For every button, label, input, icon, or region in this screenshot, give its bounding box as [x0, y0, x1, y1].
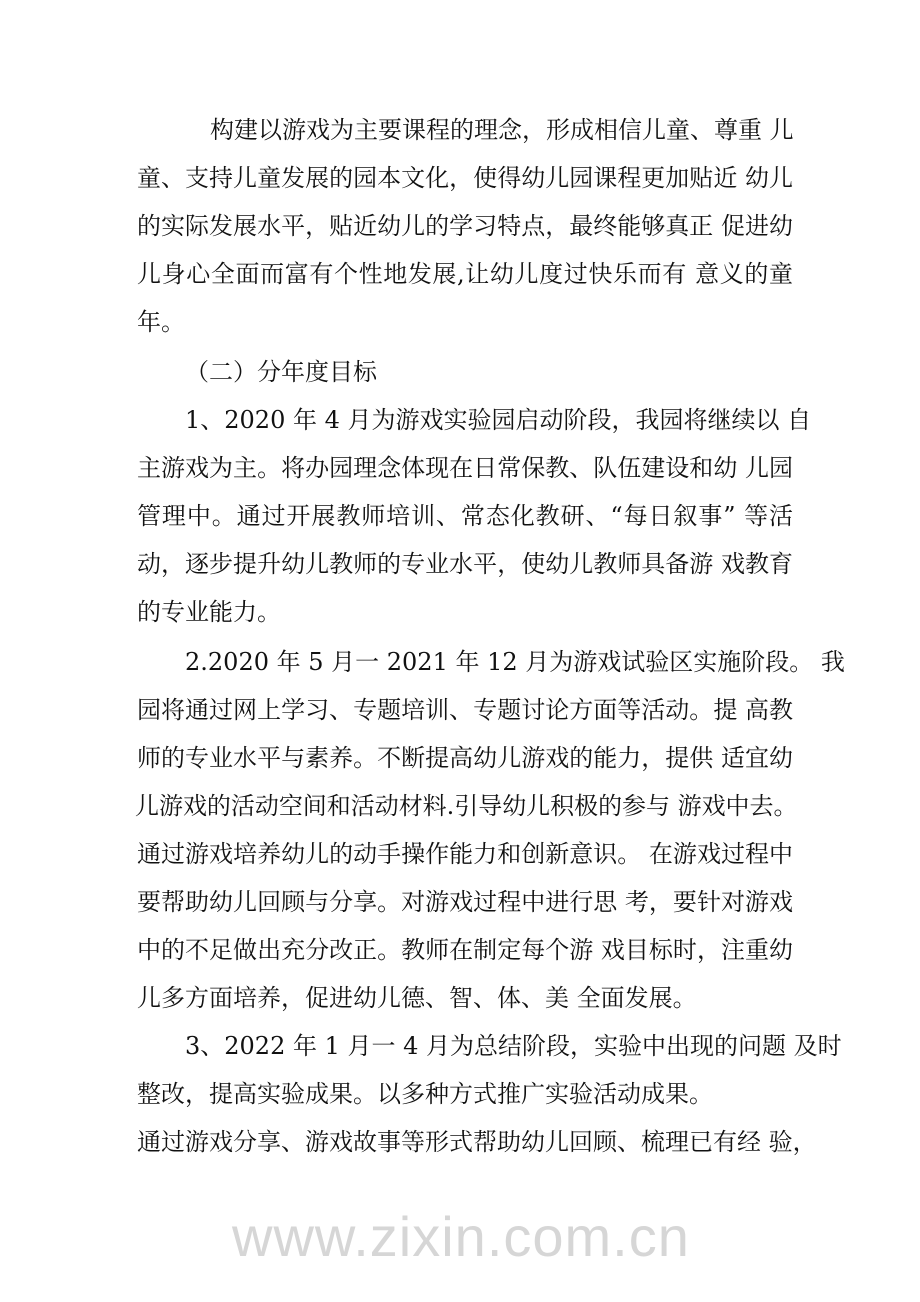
text-line: 童、支持儿童发展的园本文化，使得幼儿园课程更加贴近 幼儿: [137, 164, 793, 192]
text-line: 2.2020 年 5 月一 2021 年 12 月为游戏试验区实施阶段。 我: [185, 648, 845, 676]
text-line: 主游戏为主。将办园理念体现在日常保教、队伍建设和幼 儿园: [137, 454, 793, 482]
text-line: 通过游戏分享、游戏故事等形式帮助幼儿回顾、梳理已有经 验，: [137, 1128, 817, 1156]
text-line: 中的不足做出充分改正。教师在制定每个游 戏目标时，注重幼: [137, 936, 793, 964]
text-line: 儿游戏的活动空间和活动材料.引导幼儿积极的参与 游戏中去。: [135, 792, 797, 820]
text-line: 动，逐步提升幼儿教师的专业水平，使幼儿教师具备游 戏教育: [137, 550, 793, 578]
section-heading: （二）分年度目标: [185, 358, 377, 386]
text-line: 通过游戏培养幼儿的动手操作能力和创新意识。 在游戏过程中: [137, 840, 793, 868]
text-line: 年。: [137, 308, 185, 336]
text-line: 3、2022 年 1 月一 4 月为总结阶段，实验中出现的问题 及时: [185, 1032, 842, 1060]
text-line: 1、2020 年 4 月为游戏实验园启动阶段，我园将继续以 自: [185, 406, 812, 434]
watermark: www.zixin.com.cn: [232, 1205, 690, 1268]
text-line: 的专业能力。: [137, 598, 281, 626]
text-line: 整改，提高实验成果。以多种方式推广实验活动成果。: [137, 1080, 713, 1108]
text-line: 儿身心全面而富有个性地发展,让幼儿度过快乐而有 意义的童: [137, 260, 793, 288]
text-line: 园将通过网上学习、专题培训、专题讨论方面等活动。提 高教: [137, 696, 793, 724]
text-line: 的实际发展水平，贴近幼儿的学习特点，最终能够真正 促进幼: [137, 212, 793, 240]
text-line: 师的专业水平与素养。不断提高幼儿游戏的能力，提供 适宜幼: [137, 744, 793, 772]
text-line: 管理中。通过开展教师培训、常态化教研、“每日叙事” 等活: [137, 502, 793, 530]
text-line: 要帮助幼儿回顾与分享。对游戏过程中进行思 考，要针对游戏: [137, 888, 793, 916]
text-line: 构建以游戏为主要课程的理念，形成相信儿童、尊重 儿: [210, 116, 794, 144]
text-line: 儿多方面培养，促进幼儿德、智、体、美 全面发展。: [137, 984, 697, 1012]
